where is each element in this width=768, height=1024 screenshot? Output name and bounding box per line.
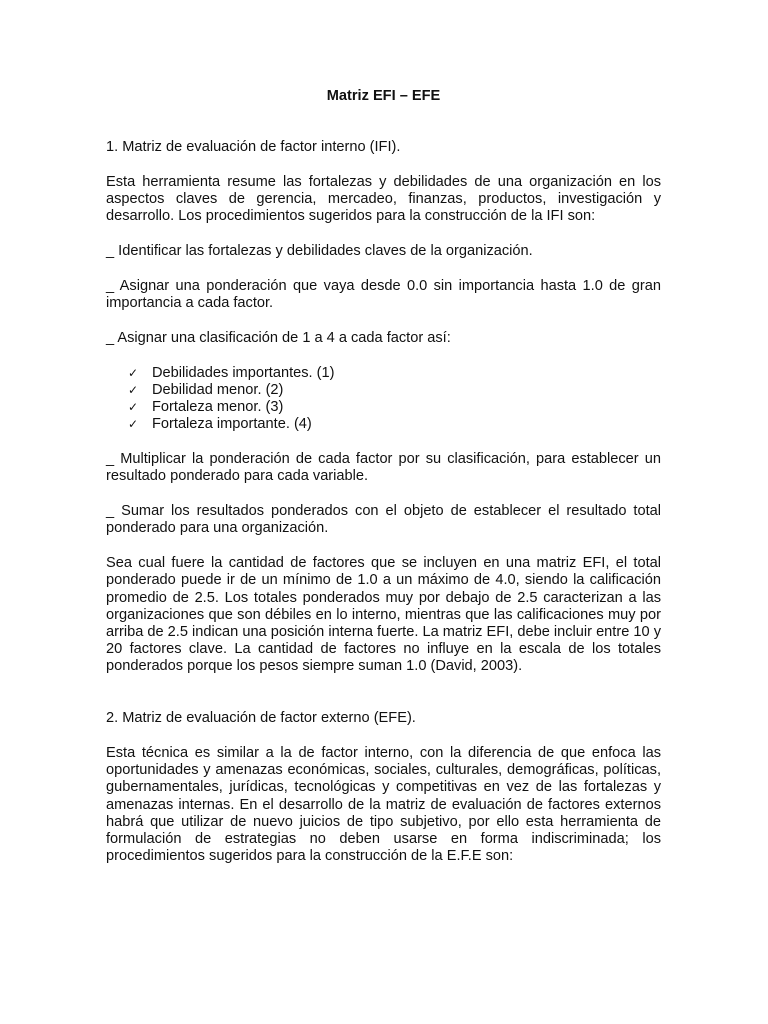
document-title: Matriz EFI – EFE <box>326 88 441 104</box>
check-icon: ✓ <box>128 417 139 432</box>
step-sum: _ Sumar los resultados ponderados con el objeto de establecer el resultado total ponderado para una organización. <box>106 503 661 537</box>
section-1-conclusion: Sea cual fuere la cantidad de factores que se incluyen en una matriz EFI, el total ponderado puede ir de un mínimo de 1.0 a un máximo de 4.0, siendo la calificación promedio de 2.5. Los totales ponderados muy por debajo de 2.5 caracterizan a las organizaciones que son débiles en lo interno, mientras que las calificaciones muy por arriba de 2.5 indican una posición interna fuerte. La matriz EFI, debe incluir entre 10 y 20 factores clave. La cantidad de factores no influye en la escala de los totales ponderados porque los pesos siempre suman 1.0 (David, 2003). <box>106 555 661 675</box>
classification-list <box>128 365 661 434</box>
step-classification: _ Asignar una clasificación de 1 a 4 a cada factor así: <box>106 330 451 346</box>
check-icon: ✓ <box>128 400 139 415</box>
list-item <box>128 365 661 382</box>
list-item-label: Debilidad menor. (2) <box>152 382 284 398</box>
step-weighting: _ Asignar una ponderación que vaya desde 0.0 sin importancia hasta 1.0 de gran importancia a cada factor. <box>106 278 661 312</box>
list-item-label: Debilidades importantes. (1) <box>152 364 335 381</box>
step-multiply: _ Multiplicar la ponderación de cada factor por su clasificación, para establecer un resultado ponderado para cada variable. <box>106 451 661 485</box>
section-2-intro: Esta técnica es similar a la de factor interno, con la diferencia de que enfoca las oportunidades y amenazas económicas, sociales, culturales, demográficas, políticas, gubernamentales, jurídicas, tecnológicas y competitivas en vez de las fortalezas y amenazas internas. En el desarrollo de la matriz de evaluación de factores externos habrá que utilizar de nuevo juicios de tipo subjetivo, por ello esta herramienta de formulación de estrategias no deben usarse en forma indiscriminada; los procedimientos sugeridos para la construcción de la E.F.E son: <box>106 745 661 865</box>
section-spacer <box>106 693 661 710</box>
step-identify: _ Identificar las fortalezas y debilidades claves de la organización. <box>106 243 533 260</box>
list-item <box>128 399 661 416</box>
list-item-label: Fortaleza importante. (4) <box>152 416 312 433</box>
list-item <box>128 382 661 399</box>
list-item <box>128 416 661 433</box>
document-page <box>106 88 661 883</box>
section-1-intro: Esta herramienta resume las fortalezas y debilidades de una organización en los aspectos claves de gerencia, mercadeo, finanzas, productos, investigación y desarrollo. Los procedimientos sugeridos para la construcción de la IFI son: <box>106 174 661 225</box>
section-2-heading: 2. Matriz de evaluación de factor externo (EFE). <box>106 710 416 727</box>
check-icon: ✓ <box>128 365 139 380</box>
check-icon: ✓ <box>128 383 139 397</box>
list-item-label: Fortaleza menor. (3) <box>152 399 284 416</box>
section-1-heading: 1. Matriz de evaluación de factor interno (IFI). <box>106 139 401 156</box>
